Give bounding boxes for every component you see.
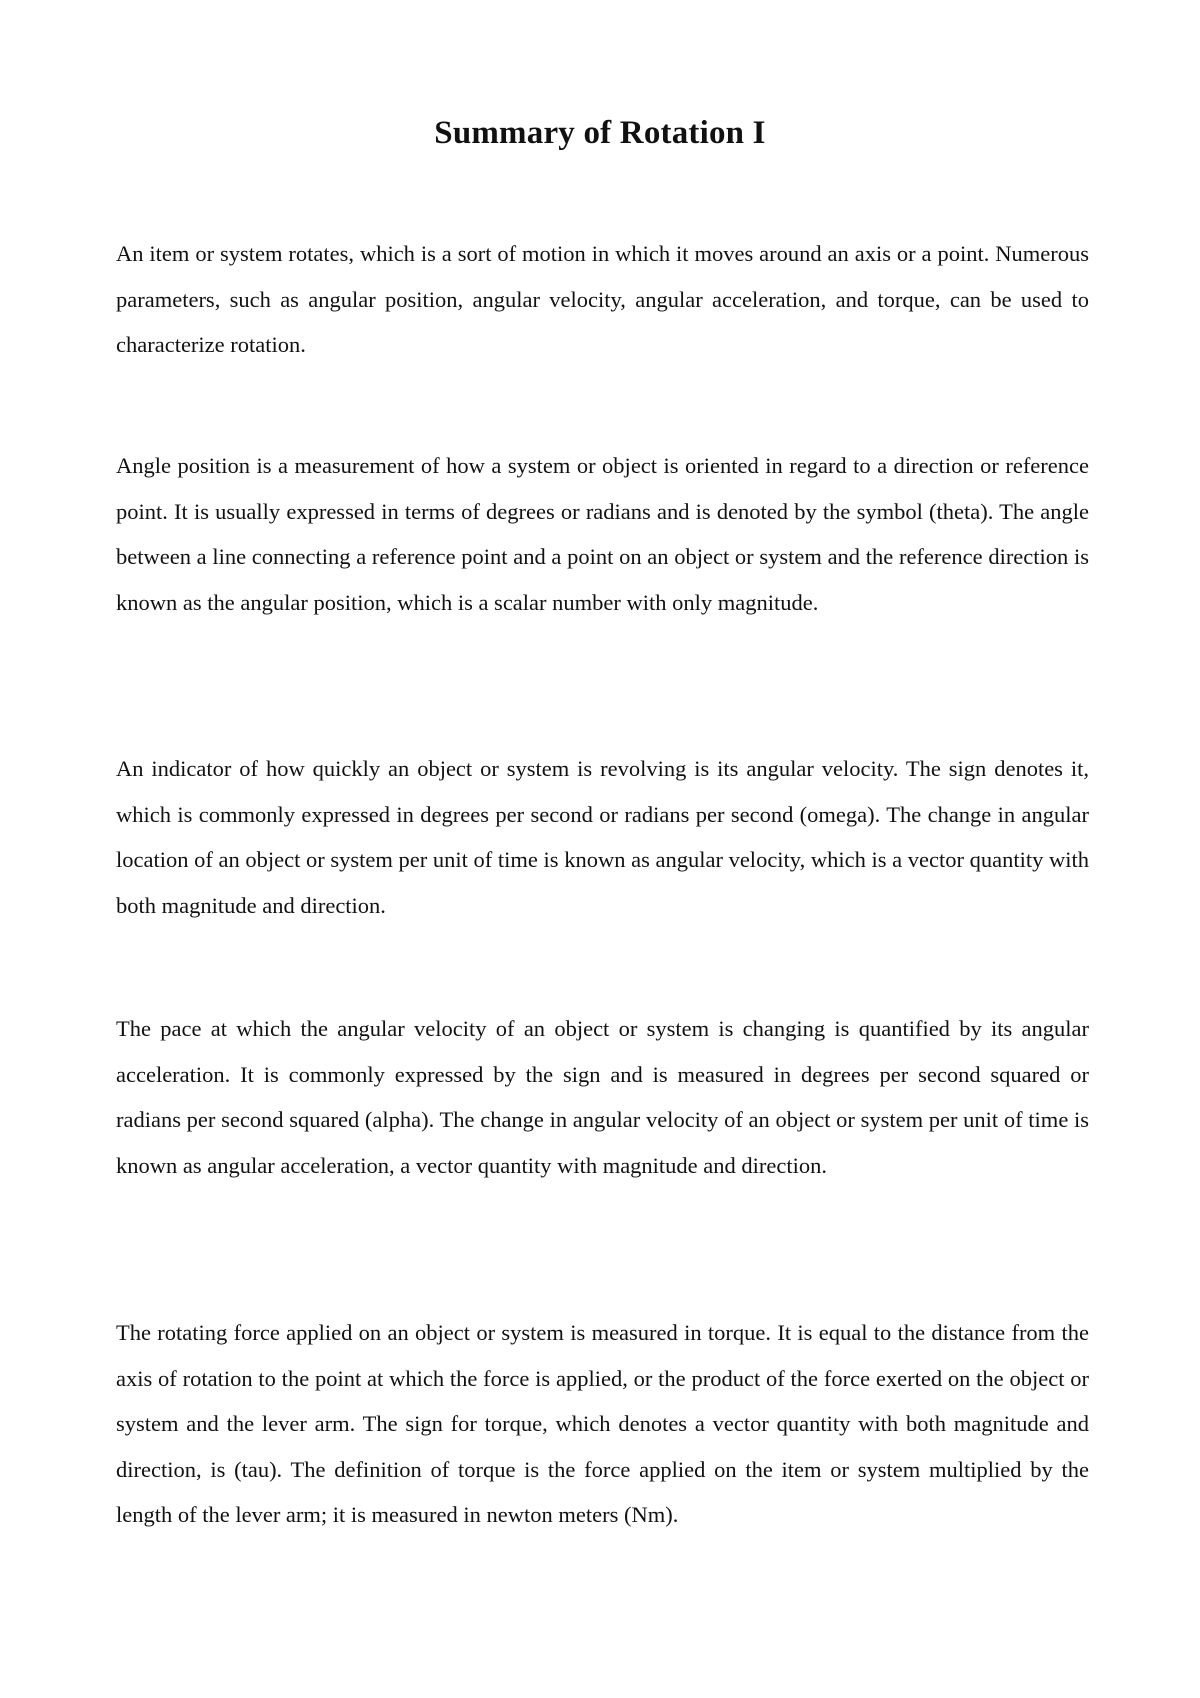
paragraph-angular-position: Angle position is a measurement of how a system or object is oriented in regard to a direction or reference point. It is usually expressed in terms of degrees or radians and is denoted by the symbol (theta). The angle between a line connecting a reference point and a point on an object or system and the reference direction is known as the angular position, which is a scalar number with only magnitude. <box>116 453 1089 615</box>
paragraph-angular-velocity: An indicator of how quickly an object or system is revolving is its angular velocity. The sign denotes it, which is commonly expressed in degrees per second or radians per second (omega). The change in angular location of an object or system per unit of time is known as angular velocity, which is a vector quantity with both magnitude and direction. <box>116 756 1089 918</box>
paragraph-torque: The rotating force applied on an object or system is measured in torque. It is equal to the distance from the axis of rotation to the point at which the force is applied, or the product of the force exerted on the object or system and the lever arm. The sign for torque, which denotes a vector quantity with both magnitude and direction, is (tau). The definition of torque is the force applied on the item or system multiplied by the length of the lever arm; it is measured in newton meters (Nm). <box>116 1320 1089 1527</box>
page-title: Summary of Rotation I <box>434 115 766 151</box>
paragraph-rotation-intro: An item or system rotates, which is a sort of motion in which it moves around an axis or a point. Numerous parameters, such as angular position, angular velocity, angular acceleration, and torque, can be used to characterize rotation. <box>116 241 1089 357</box>
paragraph-angular-acceleration: The pace at which the angular velocity of an object or system is changing is quantified by its angular acceleration. It is commonly expressed by the sign and is measured in degrees per second squared or radians per second squared (alpha). The change in angular velocity of an object or system per unit of time is known as angular acceleration, a vector quantity with magnitude and direction. <box>116 1016 1089 1178</box>
